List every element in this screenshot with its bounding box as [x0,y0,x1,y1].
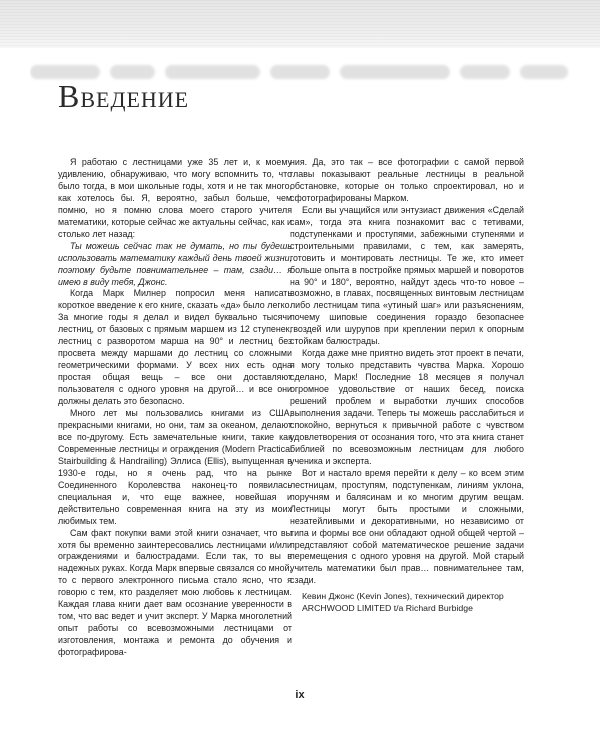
paragraph: ния. Да, это так – все фотографии с самой первой главы показывают реальные лестницы в реальной обстановке, которые он только спроектировал, но и сфотографированы Марком. [290,157,524,203]
left-column [58,157,292,659]
page-number: ix [295,689,305,701]
paragraph: Вот и настало время перейти к делу – ко всем этим лестницам, проступям, подступенкам, линиям уклона, поручням и балясинам и ко многим другим вещам. Лестницы могут быть простыми и сложными, незатейливыми и декоративными, но независимо от типа и формы все они обладают одной общей чертой – представляют собой математическое решение задачи перемещения с одного уровня на другой. Мой старый учитель математики был прав… повнимательнее там, сзади. [290,467,524,586]
signature [290,591,524,614]
quote-paragraph: Ты можешь сейчас так не думать, но ты будешь использовать математику каждый день твоей жизни, поэтому будьте повнимательнее – там, сзади… я имею в виду тебя, Джонс. [58,240,292,287]
signature-company: ARCHWOOD LIMITED t/a Richard Burbidge [302,602,473,613]
paragraph: Когда Марк Милнер попросил меня написать короткое введение к его книге, сказать «да» было легко. За многие годы я делал и видел буквально тысячи лестниц, от базовых с прямым маршем из 12 ступенек, лестниц с разворотом марша на 90° и лестниц без просвета между маршами до лестниц со сложными геометрическими формами. У всех них есть одна простая общая вещь – все они доставляют пользователя с одного уровня на другой… и все они должны делать это безопасно. [58,288,292,407]
right-column [290,157,524,615]
paragraph: Я работаю с лестницами уже 35 лет и, к моему удивлению, обнаруживаю, что могу вспомнить то, что было тогда, в мои школьные годы, хотя и не так много, как хотелось бы. Я, вероятно, забыл больше, чем помню, но я помню слова моего старого учителя математики, которые сейчас же актуальны сейчас, как и столько лет назад: [58,157,292,239]
page-title: Введение [58,78,190,114]
signature-line: Кевин Джонс (Kevin Jones), технический директор [302,591,504,602]
top-decorative-band [0,0,600,48]
paragraph: Если вы учащийся или энтузиаст движения «Сделай сам», тогда эта книга познакомит вас с тетивами, подступенками и проступями, забежными ступенями и строительными правилами, с тем, как замерять, готовить и монтировать лестницы. Те же, кто имеет больше опыта в постройке прямых маршей и поворотов на 90° и 180°, вероятно, найдут здесь что-то новое – возможно, в главах, посвященных винтовым лестницам либо лестницам типа «утиный шаг» или разъяснениям, почему шиповые соединения гораздо безопаснее гвоздей или шурупов при креплении перил к опорным стойкам балюстрады. [290,204,524,347]
paragraph: Сам факт покупки вами этой книги означает, что вы хотя бы временно заинтересовались лестницами и/или ограждениями и балюстрадами. Если так, то вы в надежных руках. Когда Марк впервые связался со мной, то с первого электронного письма стало ясно, что я говорю с тем, кто разделяет мою любовь к лестницам. Каждая глава книги дает вам осознание уверенности в том, что вас ведет и учит эксперт. У Марка многолетний опыт работы со всевозможными лестницами от изготовления, монтажа и ремонта до обучения и фотографирова- [58,527,292,658]
paragraph: Когда даже мне приятно видеть этот проект в печати, я могу только представить чувства Марка. Хорошо сделано, Марк! Последние 18 месяцев я получал огромное удовольствие от наших бесед, поиска решений проблем и выработки лучших способов выполнения задачи. Теперь ты можешь расслабиться и спокойно, вернуться к привычной работе с чувством удовлетворения от осознания того, что эта книга станет библией по всевозможным лестницам для любого ученика и эксперта. [290,348,524,466]
paragraph: Много лет мы пользовались книгами из США, прекрасными книгами, но они, там за океаном, делают все по-другому. Есть замечательные книги, такие как Современные лестницы и ограждения (Modern Practical Stairbuilding & Handrailing) Эллиса (Ellis), выпущенная в 1930-е годы, но я очень рад, что на рынке Соединенного Королевства наконец-то появилась специальная и, что еще важнее, новейшая и действительно современная книга на эту из моих любимых тем. [58,408,292,526]
